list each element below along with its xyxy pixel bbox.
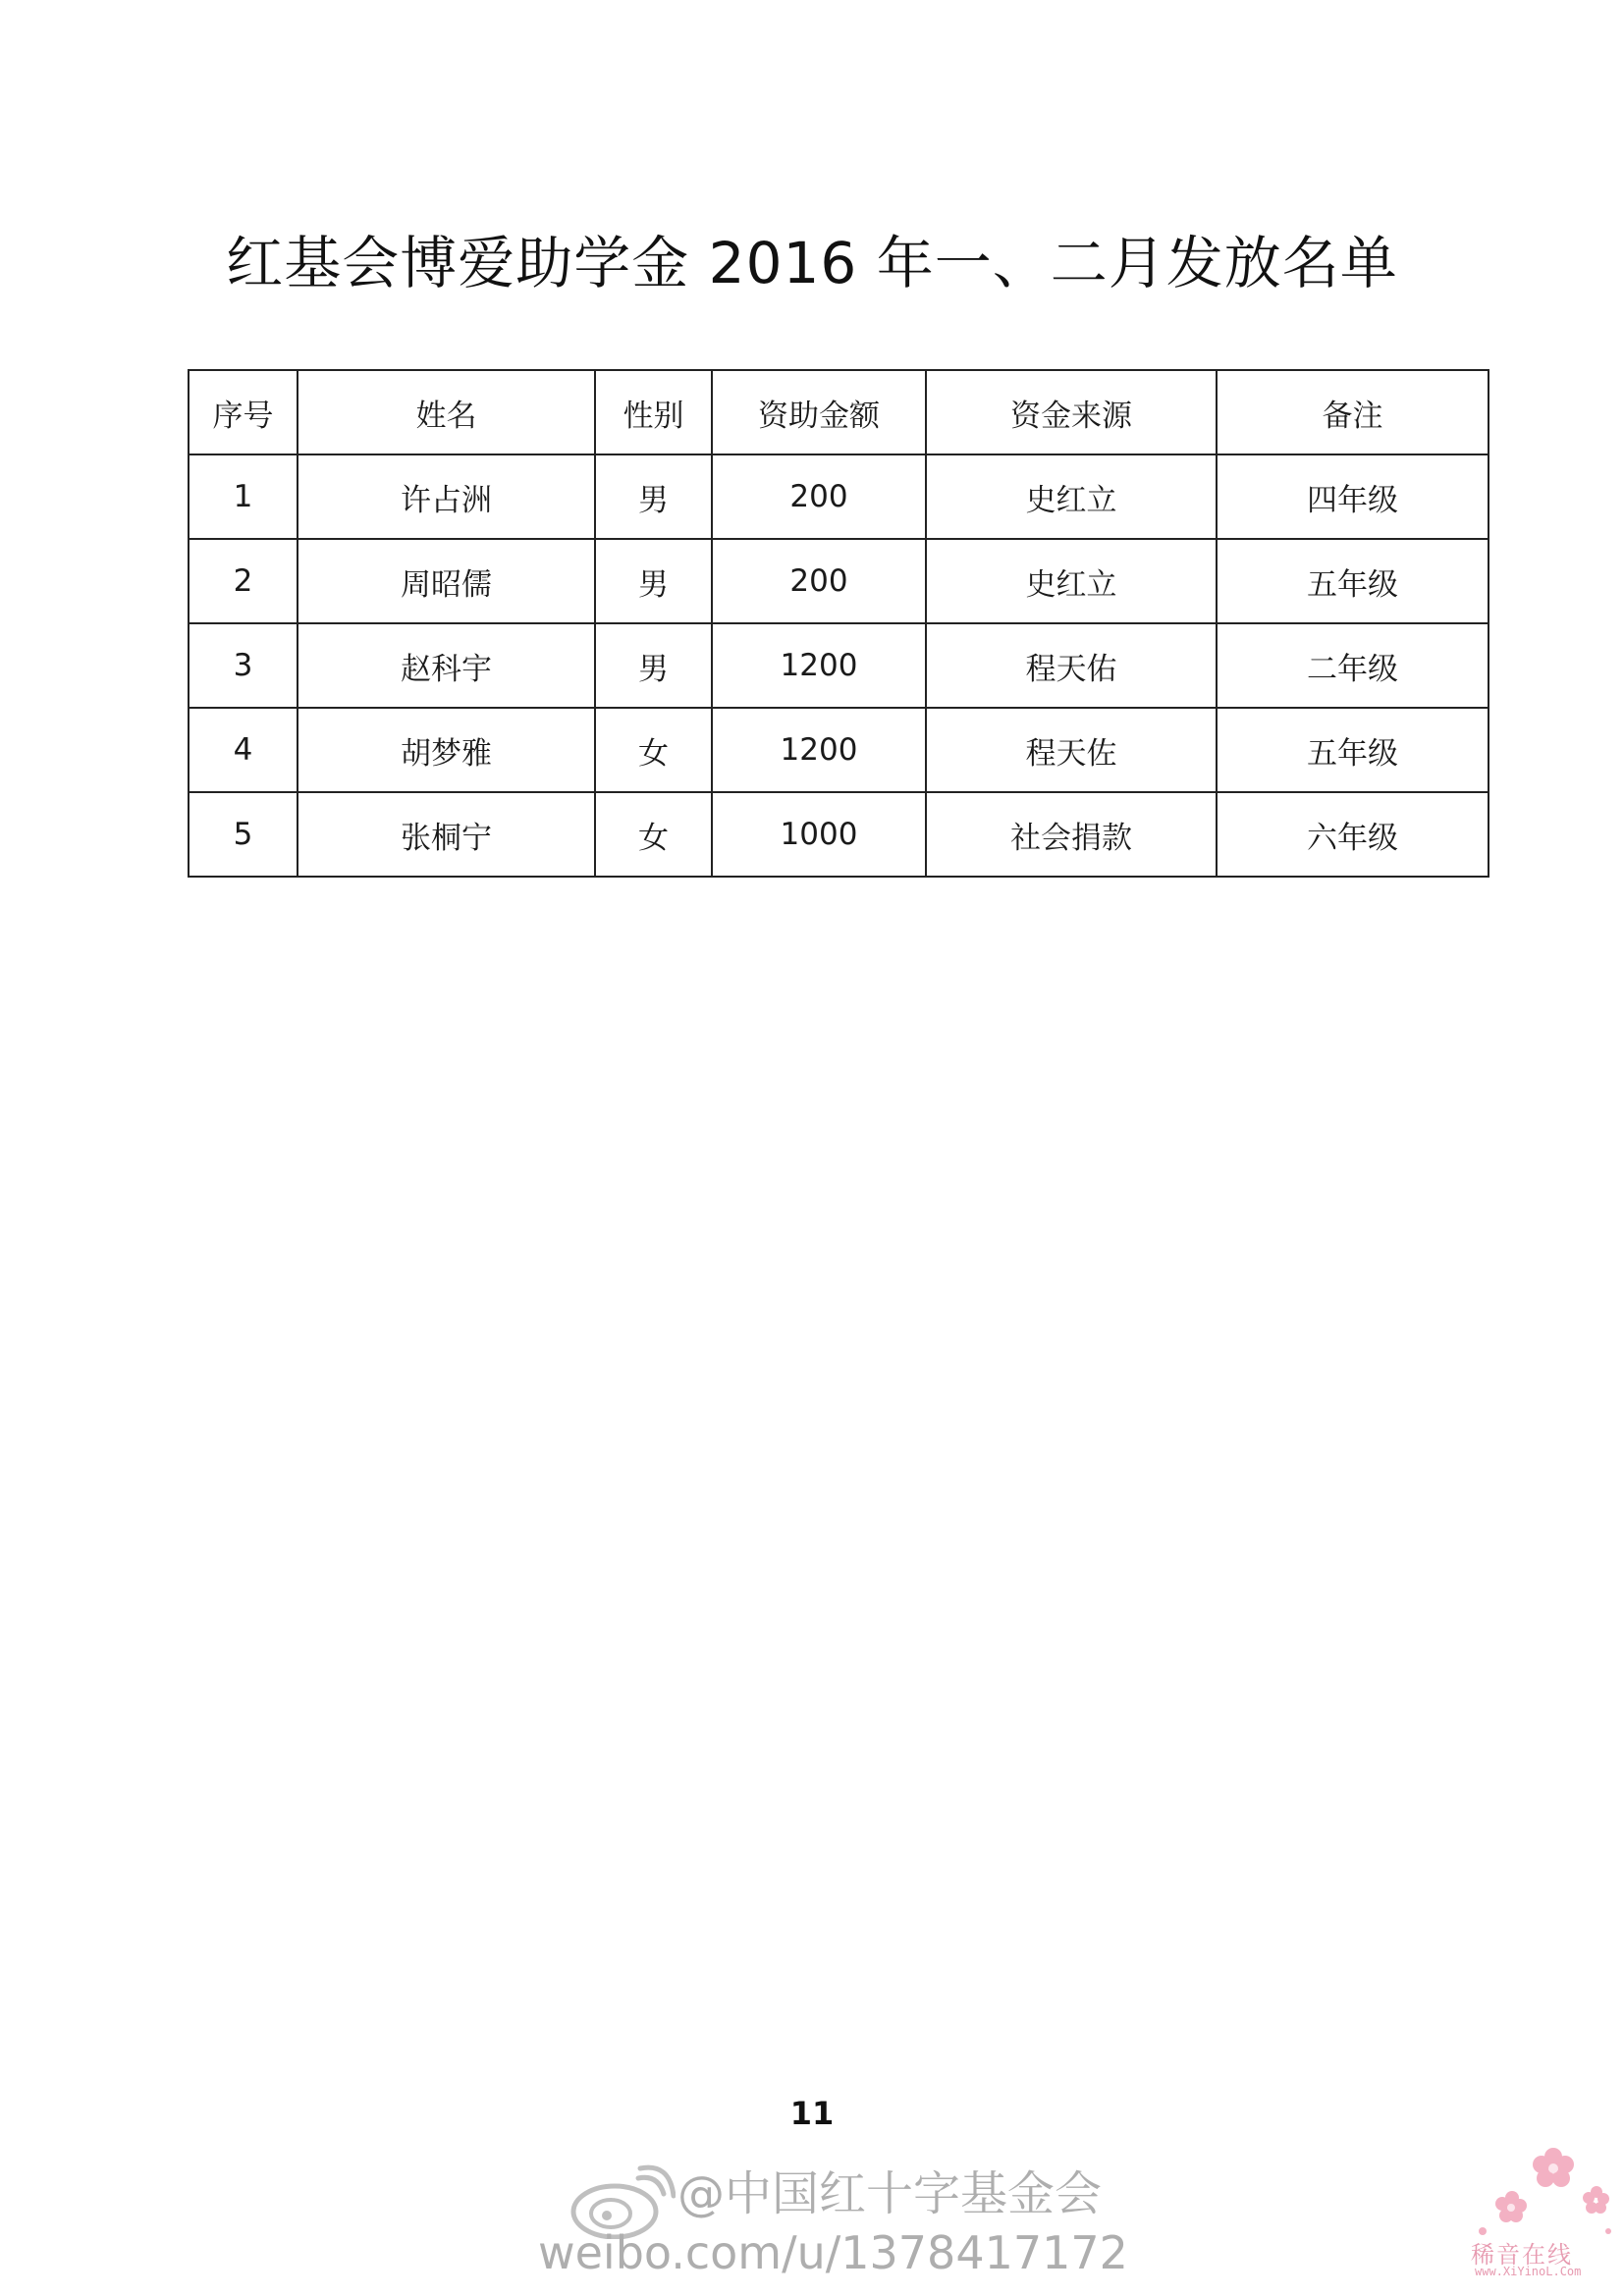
cell-remarks: 二年级: [1217, 623, 1489, 708]
corner-stamp: [1424, 2135, 1620, 2292]
cell-amount: 200: [712, 539, 926, 623]
cell-gender: 女: [595, 792, 712, 877]
page-number: 11: [789, 2095, 835, 2132]
cell-gender: 男: [595, 623, 712, 708]
cell-remarks: 六年级: [1217, 792, 1489, 877]
cell-name: 周昭儒: [298, 539, 595, 623]
cell-funding-source: 史红立: [926, 454, 1217, 539]
cell-amount: 1200: [712, 708, 926, 792]
cell-name: 张桐宁: [298, 792, 595, 877]
cell-remarks: 四年级: [1217, 454, 1489, 539]
cell-gender: 女: [595, 708, 712, 792]
cell-name: 赵科宇: [298, 623, 595, 708]
cell-index: 3: [189, 623, 298, 708]
header-gender: 性别: [595, 370, 712, 454]
cell-index: 4: [189, 708, 298, 792]
table-row: [189, 792, 1489, 877]
cell-funding-source: 程天佐: [926, 708, 1217, 792]
table-row: [189, 454, 1489, 539]
cell-name: 胡梦雅: [298, 708, 595, 792]
header-index: 序号: [189, 370, 298, 454]
cell-index: 2: [189, 539, 298, 623]
stamp-text: 稀音在线: [1471, 2241, 1573, 2269]
stamp-subtext: www.XiYinoL.Com: [1475, 2265, 1582, 2278]
table-row: [189, 539, 1489, 623]
blossom-icon: [1424, 2135, 1620, 2243]
cell-name: 许占洲: [298, 454, 595, 539]
header-amount: 资助金额: [712, 370, 926, 454]
cell-funding-source: 史红立: [926, 539, 1217, 623]
document-title: 红基会博爱助学金 2016 年一、二月发放名单: [226, 230, 1398, 296]
header-name: 姓名: [298, 370, 595, 454]
cell-amount: 1000: [712, 792, 926, 877]
cell-amount: 200: [712, 454, 926, 539]
cell-gender: 男: [595, 539, 712, 623]
cell-funding-source: 社会捐款: [926, 792, 1217, 877]
cell-remarks: 五年级: [1217, 539, 1489, 623]
weibo-watermark: [538, 2155, 1128, 2287]
cell-index: 5: [189, 792, 298, 877]
cell-gender: 男: [595, 454, 712, 539]
table-row: [189, 623, 1489, 708]
cell-funding-source: 程天佑: [926, 623, 1217, 708]
weibo-handle: @中国红十字基金会: [677, 2166, 1103, 2221]
cell-index: 1: [189, 454, 298, 539]
header-remarks: 备注: [1217, 370, 1489, 454]
cell-remarks: 五年级: [1217, 708, 1489, 792]
cell-amount: 1200: [712, 623, 926, 708]
grant-roster-table: [188, 369, 1489, 878]
weibo-url: weibo.com/u/1378417172: [538, 2226, 1128, 2279]
table-header-row: [189, 370, 1489, 454]
table-row: [189, 708, 1489, 792]
header-funding-source: 资金来源: [926, 370, 1217, 454]
